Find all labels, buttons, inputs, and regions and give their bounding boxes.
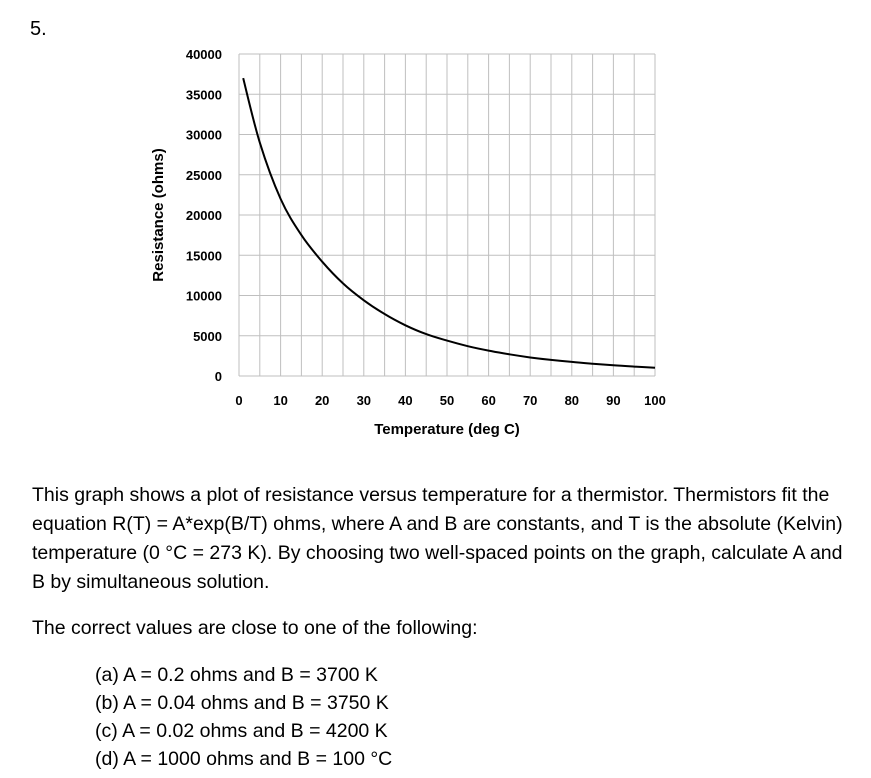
x-tick-label: 30 bbox=[356, 393, 372, 408]
x-tick-label: 100 bbox=[644, 393, 666, 408]
y-tick-label: 35000 bbox=[185, 87, 222, 103]
x-tick-label: 60 bbox=[481, 393, 496, 408]
x-tick-label: 70 bbox=[522, 393, 538, 408]
x-axis-label: Temperature (deg C) bbox=[374, 421, 520, 438]
x-tick-labels bbox=[235, 393, 665, 408]
x-tick-label: 40 bbox=[398, 393, 413, 408]
answer-options bbox=[95, 661, 392, 773]
x-tick-label: 90 bbox=[606, 393, 621, 408]
y-tick-label: 10000 bbox=[185, 288, 222, 304]
y-axis-label: Resistance (ohms) bbox=[150, 148, 167, 282]
y-tick-label: 40000 bbox=[185, 47, 222, 62]
y-tick-label: 20000 bbox=[185, 208, 222, 223]
question-paragraph: This graph shows a plot of resistance versus temperature for a thermistor. Thermistors fit the equation R(T) = A*exp(B/T) ohms, where A and B are constants, and T is the absolute (Kelvin) temperature (0 °C = 273 K). By choosing two well-spaced points on the graph, calculate A and B by simultaneous solution. bbox=[32, 484, 843, 593]
x-tick-label: 20 bbox=[314, 393, 330, 408]
x-tick-label: 10 bbox=[273, 393, 288, 408]
question-number: 5. bbox=[30, 18, 47, 40]
option-b[interactable]: (b) A = 0.04 ohms and B = 3750 K bbox=[95, 692, 389, 714]
option-c[interactable]: (c) A = 0.02 ohms and B = 4200 K bbox=[95, 720, 388, 742]
x-tick-label: 50 bbox=[439, 393, 455, 408]
resistance-curve bbox=[243, 78, 655, 368]
y-tick-label: 5000 bbox=[193, 328, 222, 344]
options-prompt: The correct values are close to one of the following: bbox=[32, 617, 478, 639]
option-a[interactable]: (a) A = 0.2 ohms and B = 3700 K bbox=[95, 664, 378, 686]
y-tick-label: 30000 bbox=[185, 127, 222, 143]
chart-grid bbox=[239, 54, 655, 376]
x-tick-label: 0 bbox=[235, 393, 243, 408]
option-d[interactable]: (d) A = 1000 ohms and B = 100 °C bbox=[95, 748, 393, 770]
y-tick-label: 25000 bbox=[185, 167, 222, 183]
y-tick-labels bbox=[186, 47, 222, 384]
x-tick-label: 80 bbox=[564, 393, 580, 408]
y-tick-label: 0 bbox=[214, 369, 222, 384]
y-tick-label: 15000 bbox=[185, 248, 222, 264]
